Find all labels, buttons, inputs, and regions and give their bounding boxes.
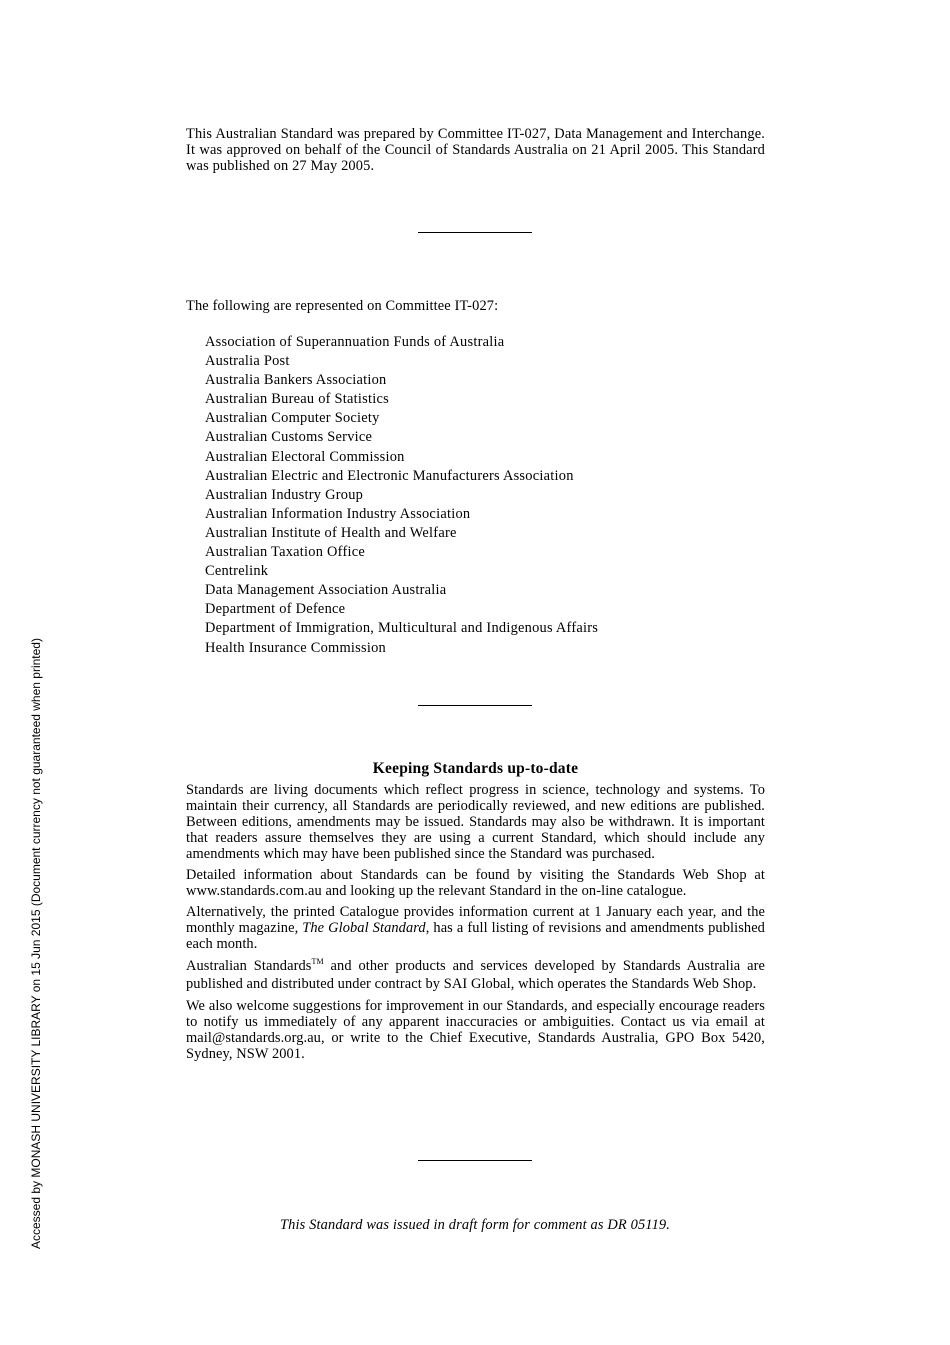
keeping-standards-section	[186, 782, 765, 1067]
committee-member: Australian Institute of Health and Welfare	[205, 524, 457, 541]
committee-member: Australian Taxation Office	[205, 544, 366, 561]
section-divider	[418, 705, 532, 706]
committee-member: Australian Bureau of Statistics	[205, 391, 390, 408]
committee-member: Department of Immigration, Multicultural and Indigenous Affairs	[205, 620, 599, 637]
paragraph-living-documents: Standards are living documents which reflect progress in science, technology and systems. To maintain their currency, all Standards are periodically reviewed, and new editions are published. Between editions, amendments may be issued. Standards may also be withdrawn. It is important that readers assure themselves they are using a current Standard, which should include any amendments which may have been published since the Standard was purchased.	[186, 782, 765, 862]
committee-member: Data Management Association Australia	[205, 582, 447, 599]
paragraph-web-shop: Detailed information about Standards can be found by visiting the Standards Web Shop at www.standards.com.au and looking up the relevant Standard in the on-line catalogue.	[186, 867, 765, 899]
paragraph-catalogue	[186, 904, 765, 952]
section-divider	[418, 232, 532, 233]
committee-member: Australia Post	[205, 353, 290, 370]
paragraph-sai-global	[186, 957, 765, 993]
committee-member: Australian Computer Society	[205, 410, 380, 427]
committee-member: Australian Customs Service	[205, 429, 373, 446]
sai-text-end: and other products and services developed by Standards Australia are published and distributed under contract by SAI Global, which operates the Standards Web Shop.	[186, 958, 766, 992]
committee-member: Australian Industry Group	[205, 486, 364, 503]
paragraph-suggestions: We also welcome suggestions for improvement in our Standards, and especially encourage readers to notify us immediately of any apparent inaccuracies or ambiguities. Contact us via email at mail@standards.org.au, or write to the Chief Executive, Standards Australia, GPO Box 5420, Sydney, NSW 2001.	[186, 998, 765, 1062]
preparation-text: This Australian Standard was prepared by Committee IT-027, Data Management and Interchange. It was approved on behalf of the Council of Standards Australia on 21 April 2005. This Standard was published on 27 May 2005.	[186, 126, 765, 174]
committee-member: Australia Bankers Association	[205, 372, 387, 389]
committee-member: Australian Information Industry Association	[205, 505, 471, 522]
catalogue-text-start: Alternatively, the printed Catalogue provides information current at 1 January each year, and the monthly magazine,	[186, 904, 765, 936]
committee-member: Association of Superannuation Funds of Australia	[205, 334, 505, 350]
catalogue-text-end: , has a full listing of revisions and amendments published each month.	[186, 920, 765, 952]
draft-note: This Standard was issued in draft form for comment as DR 05119.	[279, 1217, 671, 1233]
committee-member-list	[205, 333, 598, 658]
sai-text-start: Australian Standards	[186, 958, 312, 974]
trademark-mark: TM	[311, 957, 324, 966]
access-watermark: Accessed by MONASH UNIVERSITY LIBRARY on 15 Jun 2015 (Document currency not guaranteed when printed)	[29, 638, 43, 1249]
committee-member: Centrelink	[205, 563, 269, 580]
keeping-standards-heading: Keeping Standards up-to-date	[372, 760, 579, 777]
committee-intro: The following are represented on Committee IT-027:	[186, 298, 499, 314]
committee-member: Australian Electoral Commission	[205, 448, 405, 465]
committee-member: Health Insurance Commission	[205, 639, 387, 656]
committee-member: Department of Defence	[205, 601, 346, 618]
magazine-title: The Global Standard	[302, 920, 426, 936]
committee-member: Australian Electric and Electronic Manufacturers Association	[205, 467, 574, 484]
preparation-statement	[186, 126, 765, 174]
section-divider	[418, 1160, 532, 1161]
